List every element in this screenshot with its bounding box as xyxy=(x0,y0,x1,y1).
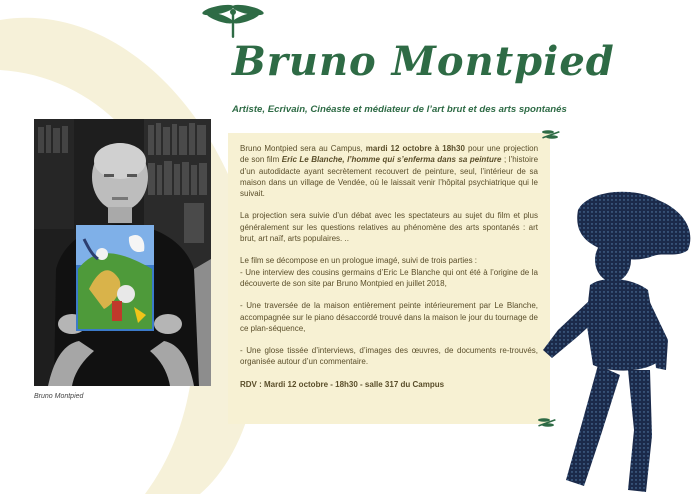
structure-intro: Le film se décompose en un prologue imagé, suivi de trois parties : xyxy=(240,256,478,266)
artist-photo-illustration xyxy=(34,119,211,386)
intro-mid-text: pour une projection de son film xyxy=(240,144,539,165)
silhouette-figure xyxy=(538,190,697,494)
intro-paragraph xyxy=(240,143,538,199)
structure-paragraph xyxy=(240,255,538,289)
part-three: - Une glose tissée d’interviews, d’images des œuvres, de documents re-trouvés, organisée autour d’un commentaire. xyxy=(240,346,538,367)
artist-photo xyxy=(34,119,211,386)
part-two: - Une traversée de la maison entièrement peinte intérieurement par Le Blanche, accompagnée sur le piano désaccordé trouvé dans la maison le jour du tournage de ce plan-séquence, xyxy=(240,301,538,333)
photo-caption: Bruno Montpied xyxy=(34,393,84,400)
dragonfly-icon xyxy=(198,0,268,40)
page-subtitle: Artiste, Ecrivain, Cinéaste et médiateur de l’art brut et des arts spontanés xyxy=(232,104,567,115)
debate-paragraph: La projection sera suivie d’un débat avec les spectateurs au sujet du film et plus généralement sur les questions relatives au phénomène des arts spontanés : art brut, art naïf, arts populaires. .. xyxy=(240,211,538,244)
intro-text: Bruno Montpied sera au Campus, xyxy=(240,144,366,153)
event-description-box xyxy=(228,133,550,424)
page-title: Bruno Montpied xyxy=(232,38,615,85)
event-date-time: mardi 12 octobre à 18h30 xyxy=(365,144,465,153)
intro-rest-text: ; l’histoire d’un autodidacte ayant secrètement recouvert de peinture, seul, l’intérieur de sa maison dans un village de Vendée, où le laissait venir l’hôpital psychiatrique qui le suivait. xyxy=(240,155,539,199)
rdv-line: RDV : Mardi 12 octobre - 18h30 - salle 317 du Campus xyxy=(240,379,445,389)
part-one: - Une interview des cousins germains d’Eric Le Blanche qui ont été à l’origine de la découverte de son site par Bruno Montpied en juillet 2018, xyxy=(240,267,538,288)
dragonfly-small-icon xyxy=(538,128,564,142)
film-title: Eric Le Blanche, l’homme qui s’enferma dans sa peinture xyxy=(281,155,502,165)
